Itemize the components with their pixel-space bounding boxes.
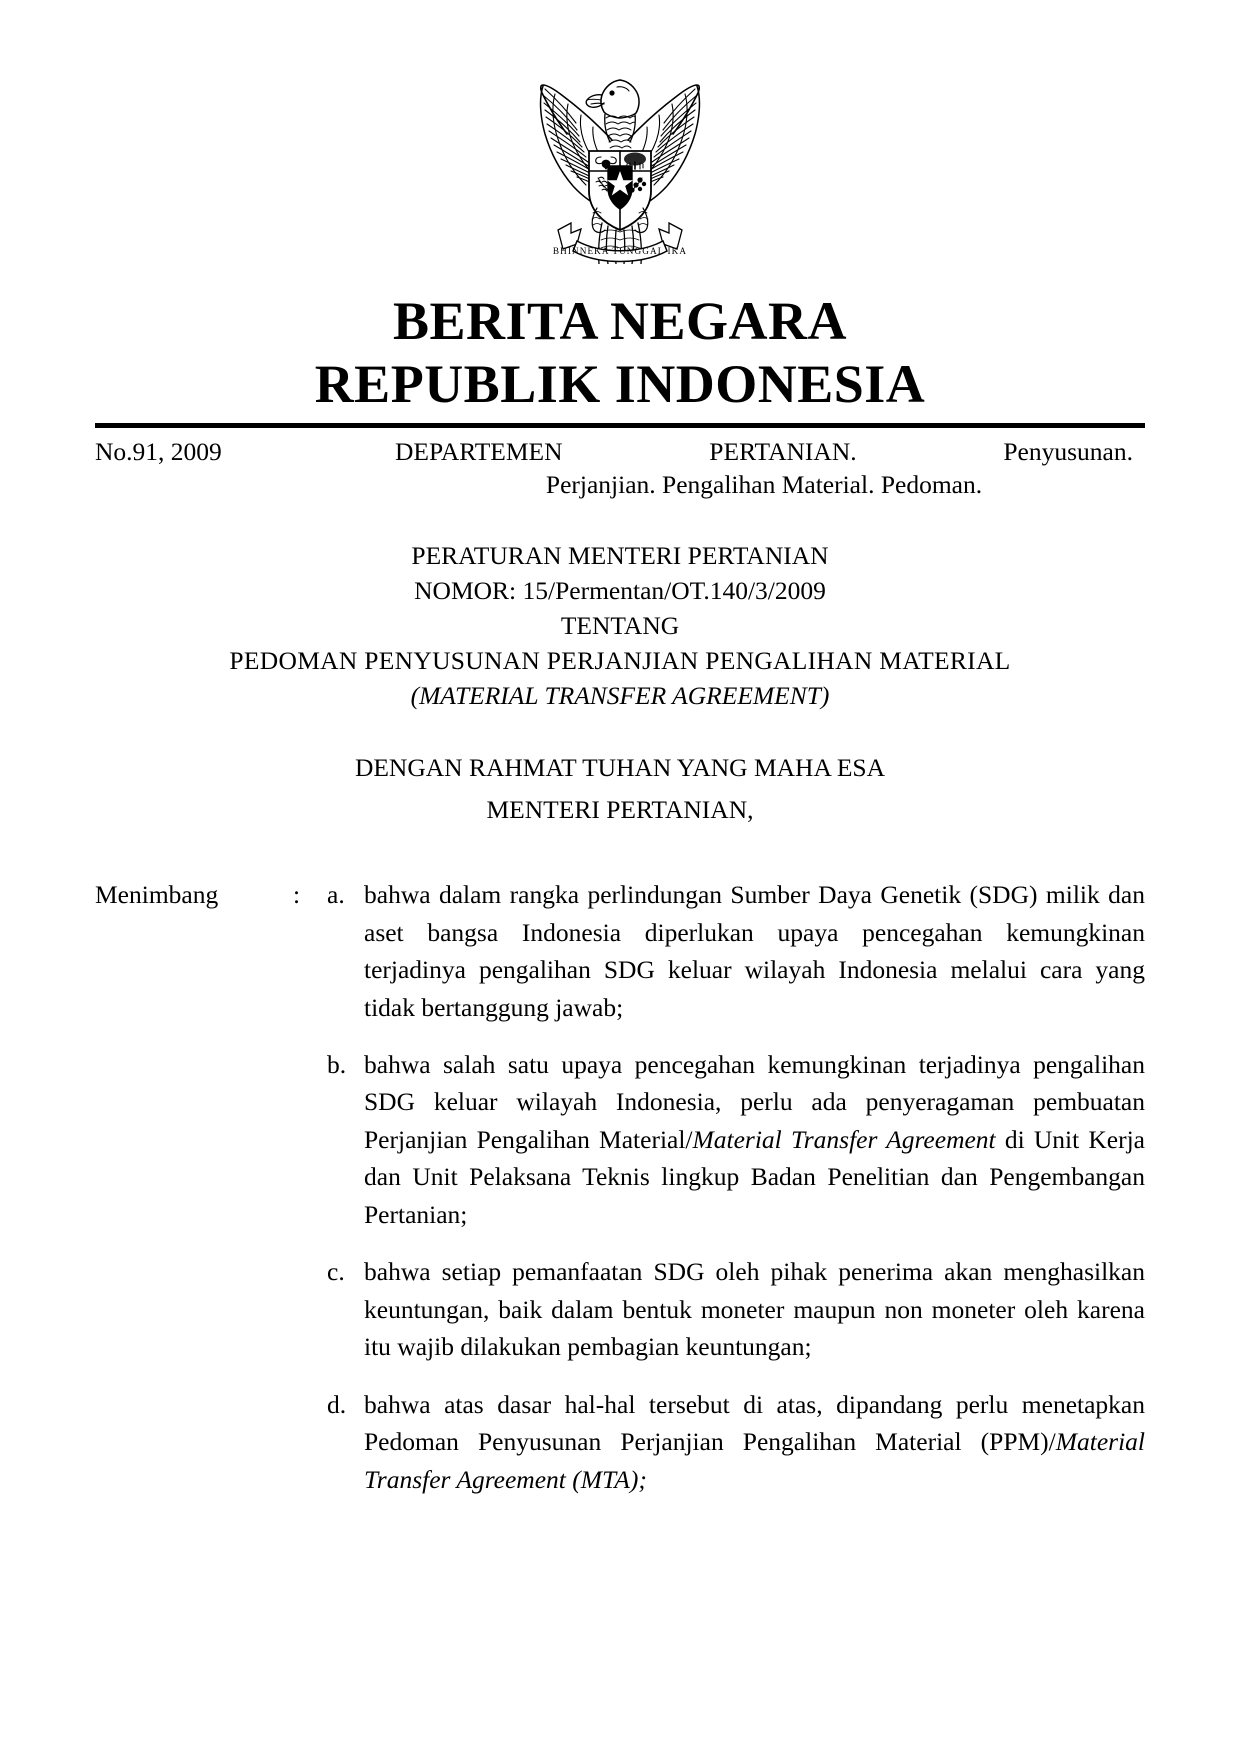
consideration-text-roman: bahwa setiap pemanfaatan SDG oleh pihak penerima akan menghasilkan keuntungan, baik dalam bentuk moneter maupun non moneter oleh karena itu wajib dilakukan pembagian keuntungan; [364,1257,1145,1362]
title-line-1: PERATURAN MENTERI PERTANIAN [411,540,829,570]
emblem-motto-text: BHINNEKA TUNGGAL IKA [552,246,688,256]
subject-line-2: Perjanjian. Pengalihan Material. Pedoman. [545,470,983,500]
invocation-block [95,747,1145,830]
consideration-text-italic: Material Transfer Agreement [692,1124,996,1154]
issue-number: No.91, 2009 [95,437,222,467]
title-line-3: TENTANG [560,610,680,640]
invocation-line-2: MENTERI PERTANIAN, [486,794,754,824]
consideration-text-italic: Material Transfer Agreement (MTA); [364,1427,1145,1494]
title-line-4: PEDOMAN PENYUSUNAN PERJANJIAN PENGALIHAN MATERIAL [229,646,1011,676]
regulation-title-block [95,538,1145,714]
subject-keywords [395,435,1145,501]
subject-line-1: DEPARTEMEN PERTANIAN. Penyusunan. [395,437,1133,467]
consideration-marker: c. [327,1257,345,1287]
consideration-text-roman: bahwa atas dasar hal-hal tersebut di atas, dipandang perlu menetapkan Pedoman Penyusunan Perjanjian Pengalihan Material (PPM)/ [364,1389,1145,1457]
considerations-colon: : [293,880,301,910]
consideration-marker: d. [327,1389,347,1419]
consideration-marker: a. [327,880,345,910]
consideration-item [327,1253,1145,1365]
consideration-item [327,876,1145,1026]
header-info-row [95,435,1145,501]
consideration-text-roman: bahwa dalam rangka perlindungan Sumber Daya Genetik (SDG) milik dan aset bangsa Indonesia diperlukan upaya pencegahan kemungkinan terjadinya pengalihan SDG keluar wilayah Indonesia melalui cara yang tidak bertanggung jawab; [364,880,1145,1022]
emblem-container [95,0,1145,264]
masthead [95,290,1145,415]
invocation-line-1: DENGAN RAHMAT TUHAN YANG MAHA ESA [354,753,886,783]
title-line-2: NOMOR: 15/Permentan/OT.140/3/2009 [414,575,826,605]
considerations-section [95,876,1145,1498]
consideration-text [364,1046,1145,1233]
consideration-text [364,1386,1145,1498]
considerations-list [327,876,1145,1498]
consideration-text [364,1253,1145,1365]
considerations-label: Menimbang [95,880,219,910]
consideration-text [364,876,1145,1026]
consideration-item [327,1046,1145,1233]
consideration-text-roman: bahwa salah satu upaya pencegahan kemungkinan terjadinya pengalihan SDG keluar wilayah Indonesia, perlu ada penyeragaman pembuatan Perjanjian Pengalihan Material/ [364,1050,1145,1154]
consideration-text-roman-tail: di Unit Kerja dan Unit Pelaksana Teknis lingkup Badan Penelitian dan Pengembangan Pertanian; [364,1124,1145,1229]
consideration-item [327,1386,1145,1498]
masthead-divider [95,423,1145,428]
consideration-marker: b. [327,1050,347,1079]
masthead-line-2: REPUBLIK INDONESIA [314,353,926,414]
masthead-line-1: BERITA NEGARA [392,291,848,351]
garuda-pancasila-emblem [513,58,727,264]
title-line-5: (MATERIAL TRANSFER AGREEMENT) [410,681,830,711]
